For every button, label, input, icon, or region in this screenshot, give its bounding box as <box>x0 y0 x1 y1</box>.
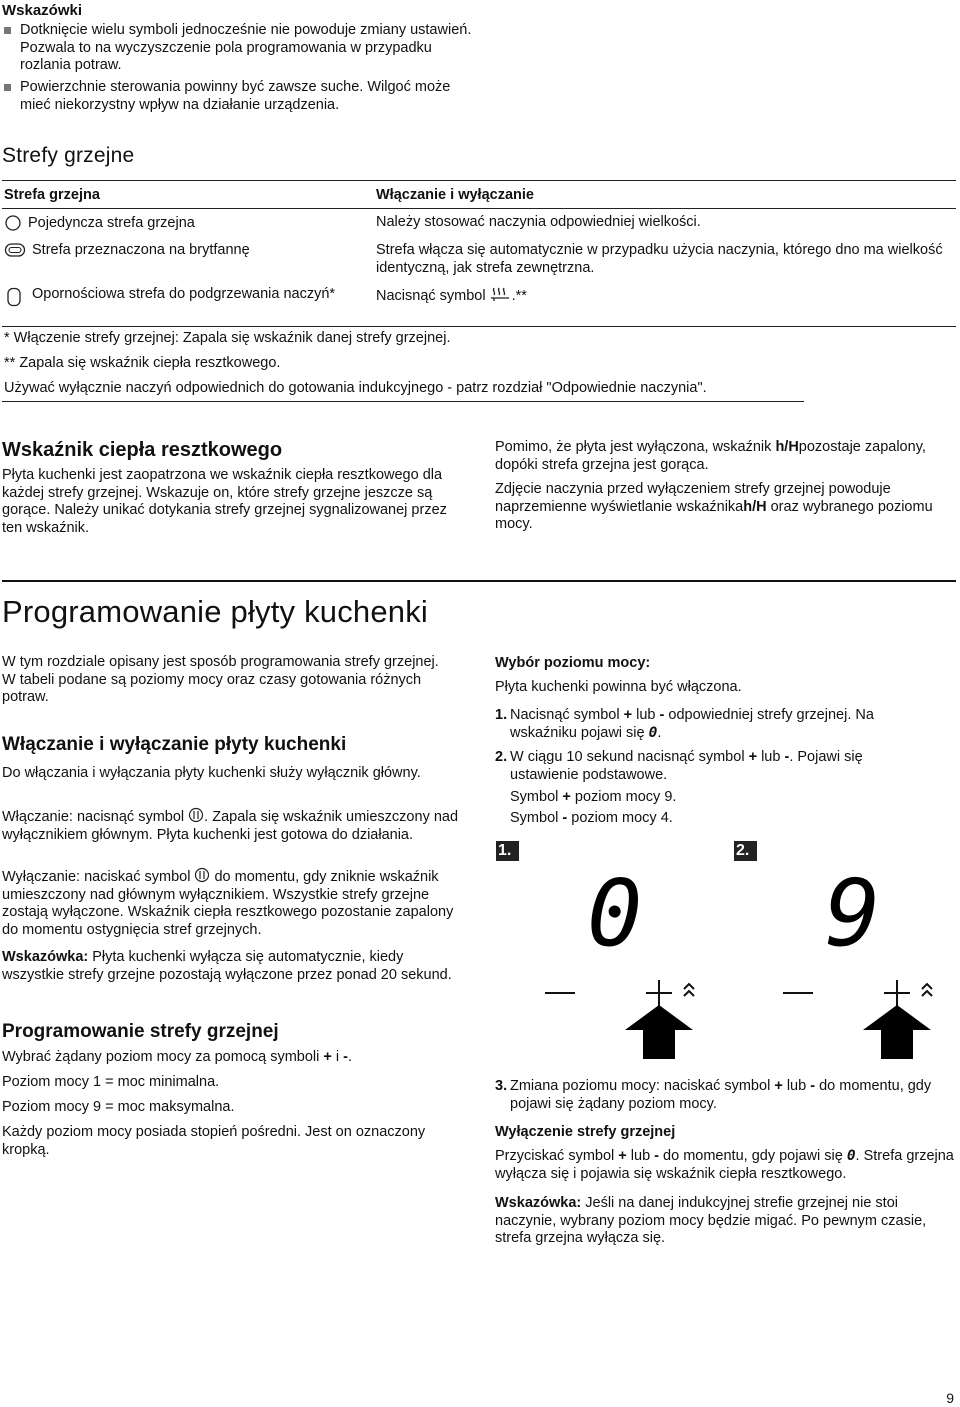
table-bottom-rule <box>2 326 956 327</box>
roaster-zone-icon <box>4 242 26 258</box>
table-cell: Strefa włącza się automatycznie w przypadku użycia naczynia, którego dno ma wielkość identyczną, jak strefa zewnętrzna. <box>376 242 943 276</box>
zones-heading: Strefy grzejne <box>2 144 135 167</box>
power-default-minus: Symbol - poziom mocy 4. <box>510 810 673 826</box>
main-switch-icon <box>194 867 210 883</box>
page-number: 9 <box>946 1390 954 1406</box>
table-header-rule <box>2 208 956 209</box>
residual-heading: Wskaźnik ciepła resztkowego <box>2 439 283 461</box>
display-digit: 0 <box>587 860 643 967</box>
power-steps <box>495 1078 935 1117</box>
residual-text: Płyta kuchenki jest zaopatrzona we wskaźnik ciepła resztkowego dla każdej strefy grzejnej. Wskazuje on, które strefy grzejne jeszcze są gorące. Należy unikać dotykania strefy grzejnej sygnalizowanej przez ten wskaźnik. <box>2 467 447 537</box>
table-cell: Należy stosować naczynia odpowiedniej wielkości. <box>376 214 701 230</box>
onoff-tip: Wskazówka: Płyta kuchenki wyłącza się automatycznie, kiedy wszystkie strefy grzejne pozostają wyłączone przez ponad 20 sekund. <box>2 949 452 983</box>
zero-digit-glyph: 0 <box>846 1148 856 1164</box>
panel-controls <box>495 975 717 1060</box>
warming-zone-icon <box>6 287 22 307</box>
list-item: 1. Nacisnąć symbol + lub - odpowiedniej strefy grzejnej. Na wskaźniku pojawi się 0. <box>495 707 874 741</box>
tips-heading: Wskazówki <box>2 2 83 19</box>
single-zone-icon <box>4 214 22 232</box>
residual-right-p2: Zdjęcie naczynia przed wyłączeniem strefy grzejnej powoduje naprzemienne wyświetlanie wskaźnikah/H oraz wybranego poziomu mocy. <box>495 481 933 533</box>
onoff-p3: Wyłączanie: naciskać symbol do momentu, gdy zniknie wskaźnik umieszczony nad głównym wyłącznikiem. Wszystkie strefy grzejne zostają wyłączone. Wskaźnik ciepła resztkowego pozostanie zapalony do momentu ostygnięcia stref grzejnych. <box>2 869 454 939</box>
list-item: 2. W ciągu 10 sekund nacisnąć symbol + lub -. Pojawi się ustawienie podstawowe. <box>495 749 863 783</box>
onoff-heading: Włączanie i wyłączanie płyty kuchenki <box>2 734 347 755</box>
tips-list <box>2 22 472 118</box>
bullet-square-icon <box>4 84 11 91</box>
panel-label: 1. <box>496 841 519 861</box>
zone-p1: Wybrać żądany poziom mocy za pomocą symboli + i -. <box>2 1049 353 1065</box>
list-item: 3. Zmiana poziomu mocy: naciskać symbol + lub - do momentu, gdy pojawi się żądany poziom mocy. <box>495 1078 932 1112</box>
onoff-p1: Do włączania i wyłączania płyty kuchenki służy wyłącznik główny. <box>2 765 421 781</box>
power-default-plus: Symbol + poziom mocy 9. <box>510 789 677 805</box>
page-title: Programowanie płyty kuchenki <box>2 594 429 629</box>
panel-label: 2. <box>734 841 757 861</box>
zone-p4: Każdy poziom mocy posiada stopień pośredni. Jest on oznaczony kropką. <box>2 1124 426 1158</box>
control-panel-illustration-2 <box>733 840 955 1060</box>
zone-off-heading: Wyłączenie strefy grzejnej <box>495 1124 676 1140</box>
warming-symbol-icon <box>490 286 512 302</box>
note: * Włączenie strefy grzejnej: Zapala się wskaźnik danej strefy grzejnej. <box>4 330 451 346</box>
zone-programming-heading: Programowanie strefy grzejnej <box>2 1021 279 1042</box>
power-steps <box>495 707 935 746</box>
programming-intro: W tym rozdziale opisany jest sposób programowania strefy grzejnej. W tabeli podane są poziomy mocy oraz czasy gotowania różnych potraw. <box>2 654 439 706</box>
zone-p2: Poziom mocy 1 = moc minimalna. <box>2 1074 220 1090</box>
note: Używać wyłącznie naczyń odpowiednich do gotowania indukcyjnego - patrz rozdział "Odpowiednie naczynia". <box>4 380 707 396</box>
power-steps <box>495 749 935 788</box>
panel-controls <box>733 975 955 1060</box>
col-header-action: Włączanie i wyłączanie <box>376 187 534 203</box>
table-row: Opornościowa strefa do podgrzewania naczyń* <box>4 286 344 304</box>
power-tip: Wskazówka: Jeśli na danej indukcyjnej strefie grzejnej nie stoi naczynie, wybrany poziom mocy będzie migać. Po pewnym czasie, strefa grzejna wyłącza się. <box>495 1195 927 1247</box>
residual-indicator-symbol: h/H <box>743 498 767 515</box>
display-digit: 9 <box>825 860 881 967</box>
table-cell: Nacisnąć symbol .** <box>376 288 527 304</box>
onoff-p2: Włączanie: nacisnąć symbol . Zapala się wskaźnik umieszczony nad wyłącznikiem głównym. Płyta kuchenki jest gotowa do działania. <box>2 809 459 843</box>
power-heading: Wybór poziomu mocy: <box>495 655 651 671</box>
table-top-rule <box>2 180 956 181</box>
power-pre: Płyta kuchenki powinna być włączona. <box>495 679 742 695</box>
table-row: Strefa przeznaczona na brytfannę <box>4 242 364 260</box>
zero-digit-glyph: 0 <box>648 724 658 741</box>
col-header-zone: Strefa grzejna <box>4 187 100 203</box>
residual-right-p1: Pomimo, że płyta jest wyłączona, wskaźnik h/Hpozostaje zapalony, dopóki strefa grzejna jest gorąca. <box>495 439 926 473</box>
zone-off-text: Przyciskać symbol + lub - do momentu, gdy pojawi się 0. Strefa grzejna wyłącza się i pojawia się wskaźnik ciepła resztkowego. <box>495 1148 954 1182</box>
section-rule <box>2 580 956 582</box>
residual-indicator-symbol: h/H <box>775 439 799 455</box>
list-item: Dotknięcie wielu symboli jednocześnie nie powoduje zmiany ustawień. Pozwala to na wyczyszczenie pola programowania w przypadku rozlania potraw. <box>2 22 472 75</box>
list-item: Powierzchnie sterowania powinny być zawsze suche. Wilgoć może mieć niekorzystny wpływ na działanie urządzenia. <box>2 79 472 114</box>
notes-rule <box>2 401 804 402</box>
control-panel-illustration-1 <box>495 840 717 1060</box>
note: ** Zapala się wskaźnik ciepła resztkowego. <box>4 355 281 371</box>
main-switch-icon <box>188 807 204 823</box>
zone-p3: Poziom mocy 9 = moc maksymalna. <box>2 1099 235 1115</box>
table-row: Pojedyncza strefa grzejna <box>4 214 364 233</box>
bullet-square-icon <box>4 27 11 34</box>
